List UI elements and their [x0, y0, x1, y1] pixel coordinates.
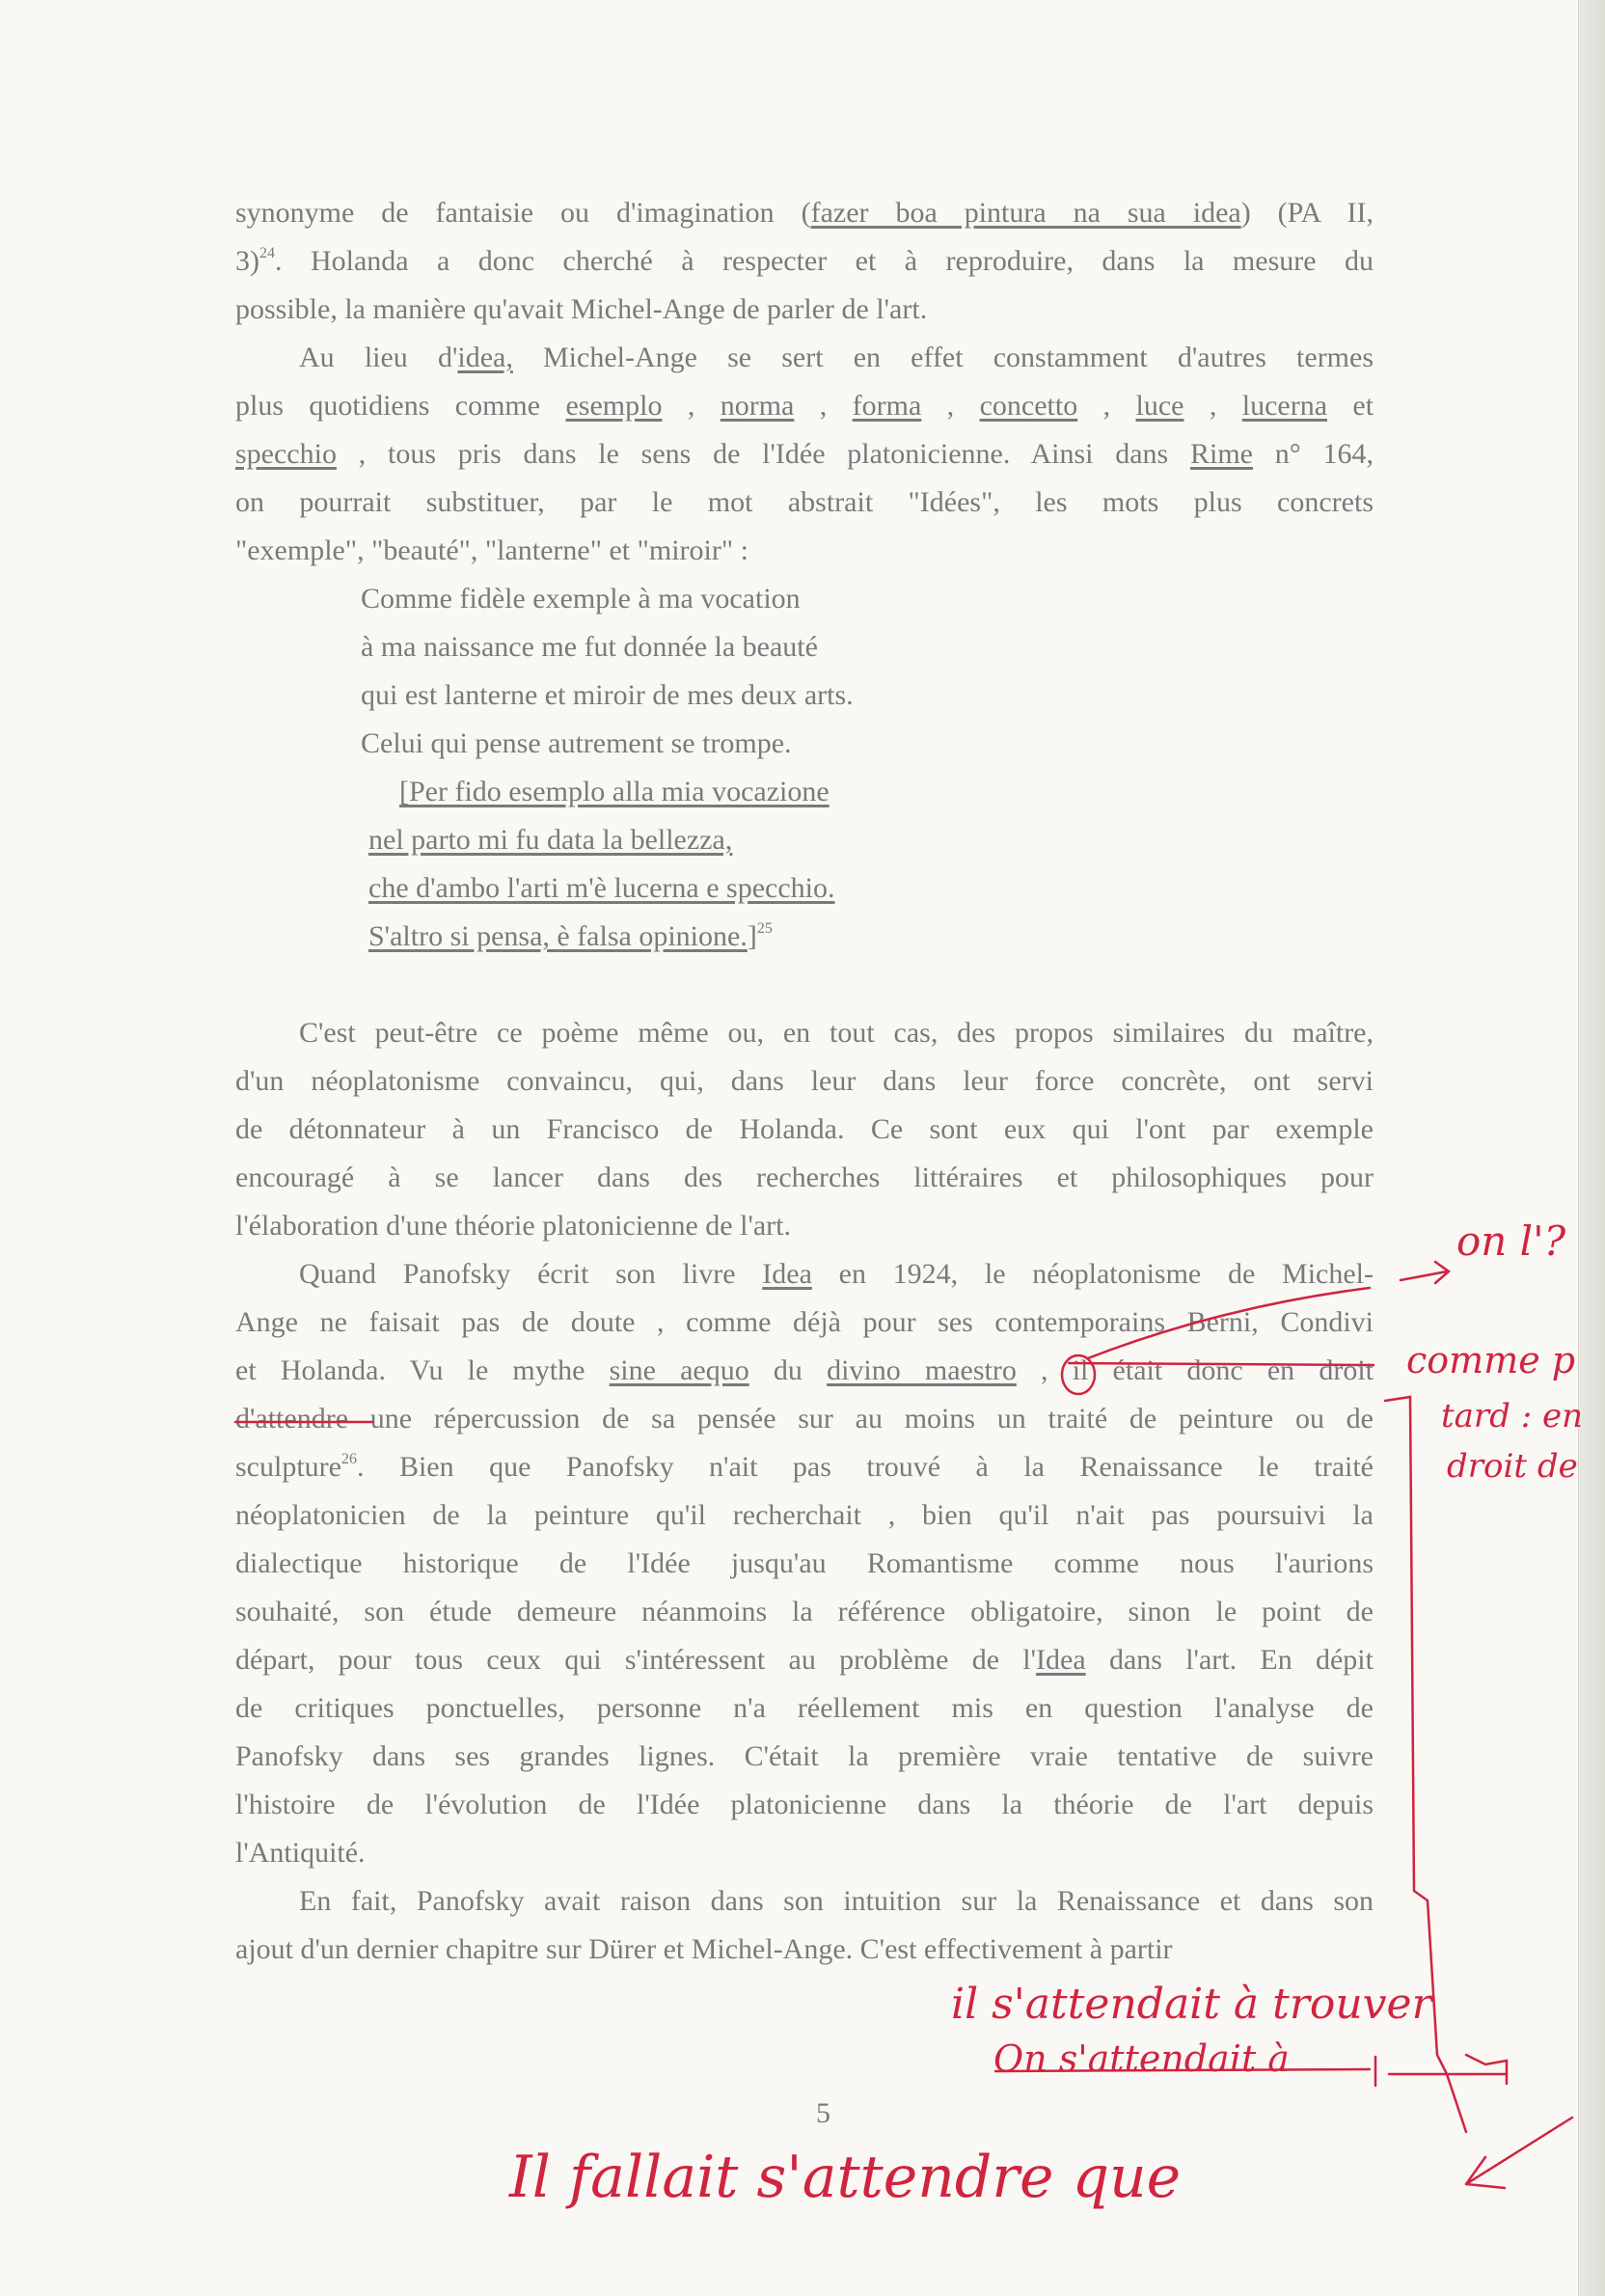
bottom-note-1: il s'attendait à trouver: [951, 1980, 1432, 2029]
text-line: d'attendre une répercussion de sa pensée sur au moins un traité de peinture ou de: [235, 1403, 1374, 1435]
margin-arrow: [1401, 1262, 1449, 1283]
bottom-note-2: On s'attendait à: [993, 2037, 1290, 2080]
text-line: dialectique historique de l'Idée jusqu'au Romantisme comme nous l'aurions: [235, 1547, 1374, 1579]
margin-note-2: comme p: [1406, 1339, 1576, 1381]
verse-line-italian: [Per fido esemplo alla mia vocazione: [399, 776, 830, 807]
insert-arrow: [1088, 1288, 1370, 1358]
text-line: C'est peut-être ce poème même ou, en tout cas, des propos similaires du maître,: [299, 1017, 1374, 1049]
text-line: souhaité, son étude demeure néanmoins la référence obligatoire, sinon le point de: [235, 1596, 1374, 1627]
text-line: l'Antiquité.: [235, 1837, 366, 1869]
bottom-bar: [1375, 2055, 1507, 2086]
underlined-term: fazer boa pintura na sua idea: [810, 197, 1241, 229]
text-line: et Holanda. Vu le mythe sine aequo du divino maestro , il était donc en droit: [235, 1354, 1374, 1386]
underlined-term: esemplo: [565, 390, 663, 422]
text-line: Panofsky dans ses grandes lignes. C'était la première vraie tentative de suivre: [235, 1740, 1374, 1772]
underlined-term: specchio: [235, 438, 337, 470]
text-line: plus quotidiens comme esemplo , norma , forma , concetto , luce , lucerna et: [235, 390, 1374, 422]
text-line: synonyme de fantaisie ou d'imagination (fazer boa pintura na sua idea) (PA II,: [235, 197, 1374, 229]
text-line: l'élaboration d'une théorie platonicienne de l'art.: [235, 1210, 791, 1242]
verse-line: qui est lanterne et miroir de mes deux arts.: [361, 679, 854, 711]
text-line: on pourrait substituer, par le mot abstrait "Idées", les mots plus concrets: [235, 486, 1374, 518]
footnote-ref: 25: [756, 920, 773, 937]
text-line: d'un néoplatonisme convaincu, qui, dans leur dans leur force concrète, ont servi: [235, 1065, 1374, 1097]
verse-line-italian: che d'ambo l'arti m'è lucerna e specchio.: [368, 872, 835, 904]
bottom-note-3: Il fallait s'attendre que: [509, 2144, 1182, 2211]
text-line: Ange ne faisait pas de doute , comme déjà pour ses contemporains Berni, Condivi: [235, 1306, 1374, 1338]
verse-line: Comme fidèle exemple à ma vocation: [361, 583, 801, 615]
margin-note-1: on l'?: [1456, 1217, 1566, 1265]
underlined-term: sine aequo: [609, 1354, 749, 1386]
text-line: possible, la manière qu'avait Michel-Ange de parler de l'art.: [235, 293, 928, 325]
underlined-term: norma: [720, 390, 795, 422]
footnote-ref: 24: [259, 245, 275, 261]
underlined-term: Idea: [762, 1258, 812, 1290]
underlined-term: lucerna: [1241, 390, 1328, 422]
text-line: néoplatonicien de la peinture qu'il recherchait , bien qu'il n'ait pas poursuivi la: [235, 1499, 1374, 1531]
text-line: 3)$^{24}$. Holanda a donc cherché à respecter et à reproduire, dans la mesure du: [235, 245, 1374, 277]
text-line: encouragé à se lancer dans des recherches littéraires et philosophiques pour: [235, 1162, 1374, 1193]
margin-note-4: droit de: [1447, 1447, 1578, 1486]
margin-note-3: tard : en: [1441, 1397, 1584, 1435]
underlined-term: forma: [852, 390, 922, 422]
text-line: de détonnateur à un Francisco de Holanda. Ce sont eux qui l'ont par exemple: [235, 1113, 1374, 1145]
page-number: 5: [816, 2097, 830, 2129]
underlined-term: luce: [1135, 390, 1184, 422]
verse-line-italian: S'altro si pensa, è falsa opinione.]$^{25}$: [368, 920, 773, 952]
underlined-term: concetto: [979, 390, 1078, 422]
underlined-term: Idea: [1036, 1644, 1086, 1676]
text-line: sculpture$^{26}$. Bien que Panofsky n'ait pas trouvé à la Renaissance le traité: [235, 1451, 1374, 1483]
text-line: l'histoire de l'évolution de l'Idée platonicienne dans la théorie de l'art depuis: [235, 1789, 1374, 1820]
text-line: Au lieu d'idea, Michel-Ange se sert en effet constamment d'autres termes: [299, 342, 1374, 373]
underlined-term: divino maestro: [827, 1354, 1017, 1386]
text-line: "exemple", "beauté", "lanterne" et "miroir" :: [235, 534, 748, 566]
text-line: de critiques ponctuelles, personne n'a réellement mis en question l'analyse de: [235, 1692, 1374, 1724]
text-line: départ, pour tous ceux qui s'intéressent au problème de l'Idea dans l'art. En dépit: [235, 1644, 1374, 1676]
text-line: Quand Panofsky écrit son livre Idea en 1924, le néoplatonisme de Michel-: [299, 1258, 1374, 1290]
insert-circle: [1062, 1355, 1095, 1394]
underlined-term: idea,: [457, 342, 513, 373]
text-line: En fait, Panofsky avait raison dans son intuition sur la Renaissance et dans son: [299, 1885, 1374, 1917]
verse-line-italian: nel parto mi fu data la bellezza,: [368, 824, 733, 856]
bottom-arrow: [1466, 2118, 1572, 2188]
underlined-term: Rime: [1189, 438, 1253, 470]
verse-line: à ma naissance me fut donnée la beauté: [361, 631, 818, 663]
footnote-ref: 26: [340, 1451, 357, 1467]
strikethrough-line-1: [1069, 1363, 1374, 1365]
text-line: specchio , tous pris dans le sens de l'Idée platonicienne. Ainsi dans Rime n° 164,: [235, 438, 1374, 470]
text-line: ajout d'un dernier chapitre sur Dürer et Michel-Ange. C'est effectivement à partir: [235, 1933, 1173, 1965]
verse-line: Celui qui pense autrement se trompe.: [361, 727, 792, 759]
